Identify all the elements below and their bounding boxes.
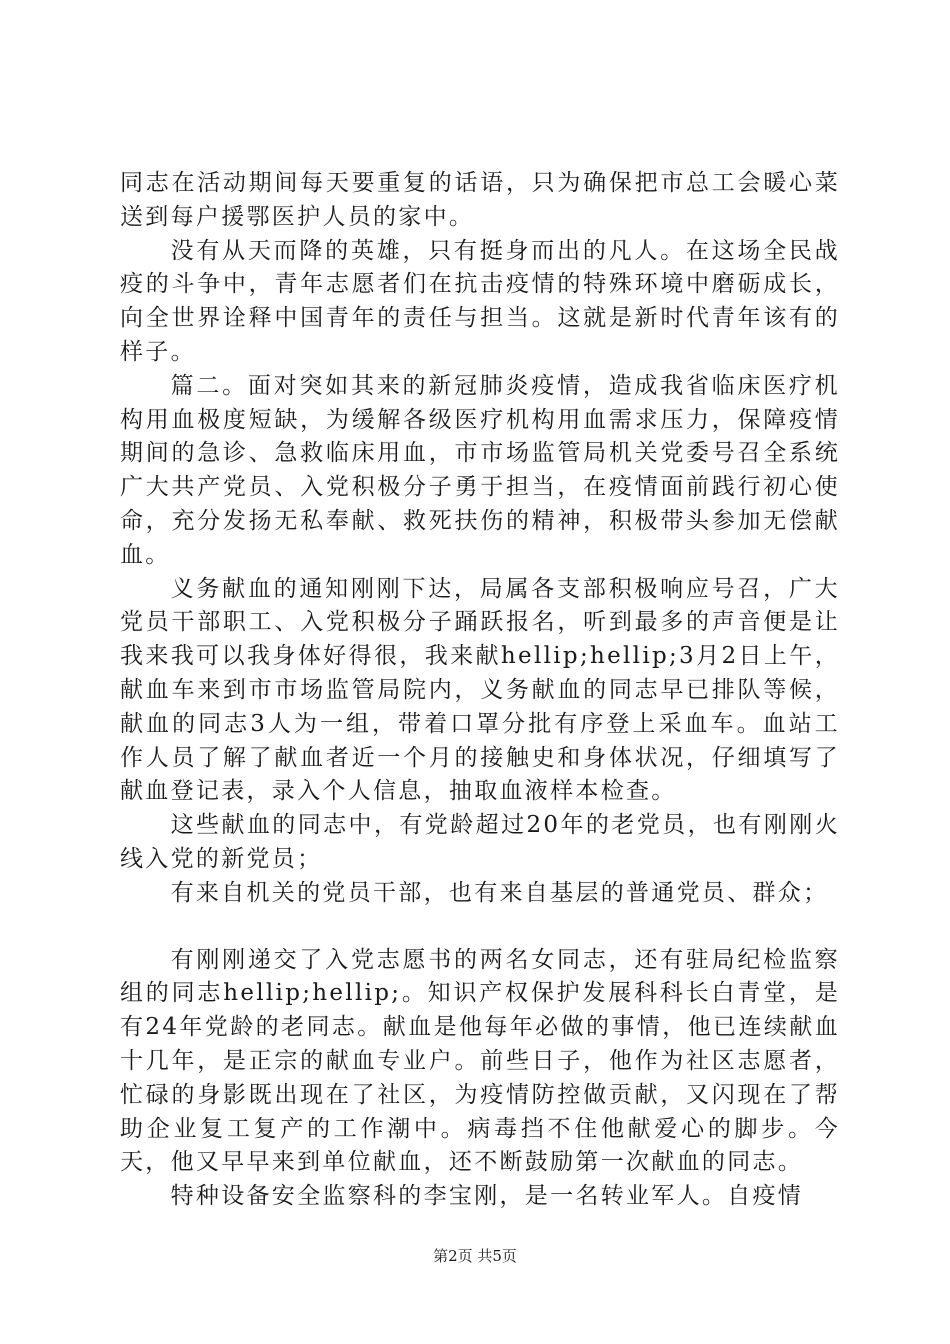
document-body	[120, 167, 840, 1214]
paragraph: 这些献血的同志中，有党龄超过20年的老党员，也有刚刚火线入党的新党员；	[120, 812, 840, 872]
paragraph: 有刚刚递交了入党志愿书的两名女同志，还有驻局纪检监察组的同志hellip;hellip;。知识产权保护发展科科长白青堂，是有24年党龄的老同志。献血是他每年必做的事情，他已连续献血十几年，是正宗的献血专业户。前些日子，他作为社区志愿者，忙碌的身影既出现在了社区，为疫情防控做贡献，又闪现在了帮助企业复工复产的工作潮中。病毒挡不住他献爱心的脚步。今天，他又早早来到单位献血，还不断鼓励第一次献血的同志。	[120, 946, 840, 1176]
paragraph: 有来自机关的党员干部，也有来自基层的普通党员、群众；	[170, 879, 829, 906]
paragraph: 义务献血的通知刚刚下达，局属各支部积极响应号召，广大党员干部职工、入党积极分子踊跃报名，听到最多的声音便是让我来我可以我身体好得很，我来献hellip;hellip;3月2日上午，献血车来到市市场监管局院内，义务献血的同志早已排队等候，献血的同志3人为一组，带着口罩分批有序登上采血车。血站工作人员了解了献血者近一个月的接触史和身体状况，仔细填写了献血登记表，录入个人信息，抽取血液样本检查。	[120, 575, 840, 805]
paragraph: 没有从天而降的英雄，只有挺身而出的凡人。在这场全民战疫的斗争中，青年志愿者们在抗击疫情的特殊环境中磨砺成长，向全世界诠释中国青年的责任与担当。这就是新时代青年该有的样子。	[120, 237, 840, 365]
paragraph: 篇二。面对突如其来的新冠肺炎疫情，造成我省临床医疗机构用血极度短缺，为缓解各级医疗机构用血需求压力，保障疫情期间的急诊、急救临床用血，市市场监管局机关党委号召全系统广大共产党员、入党积极分子勇于担当，在疫情面前践行初心使命，充分发扬无私奉献、救死扶伤的精神，积极带头参加无偿献血。	[120, 372, 840, 568]
paragraph-continuation: 同志在活动期间每天要重复的话语，只为确保把市总工会暖心菜送到每户援鄂医护人员的家中。	[120, 170, 840, 230]
paragraph: 特种设备安全监察科的李宝刚，是一名转业军人。自疫情	[170, 1183, 804, 1210]
page-number-footer: 第2页 共5页	[433, 1247, 517, 1265]
